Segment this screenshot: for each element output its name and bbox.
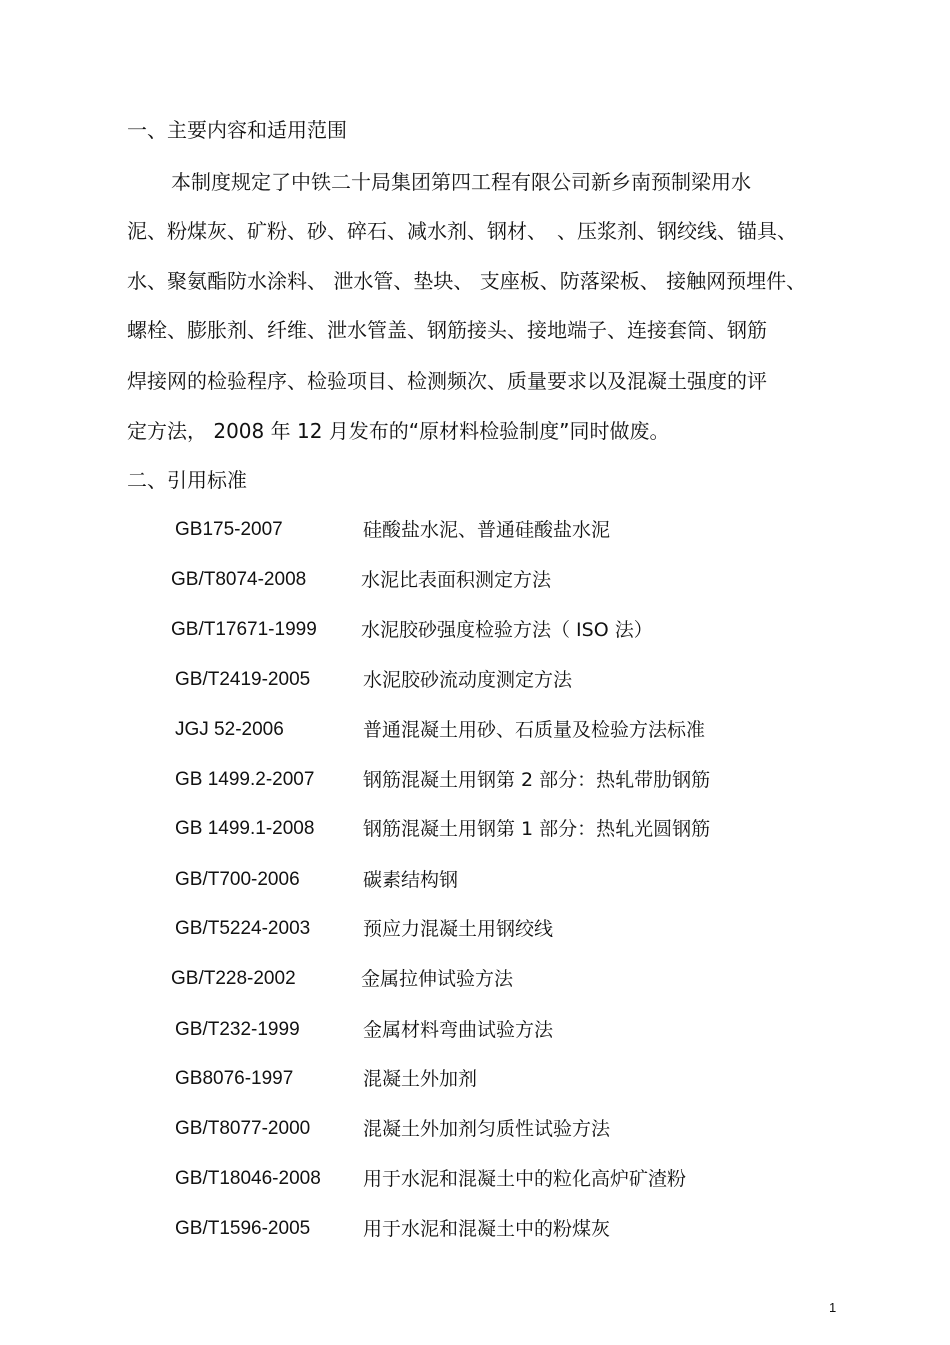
standard-title: 钢筋混凝土用钢第 2 部分：热轧带肋钢筋 <box>363 769 711 791</box>
standard-code: GB8076-1997 <box>175 1068 294 1089</box>
page-number: 1 <box>829 1300 837 1315</box>
section-heading-scope: 一、主要内容和适用范围 <box>127 118 347 142</box>
standard-code: GB/T228-2002 <box>171 968 296 989</box>
standard-title: 混凝土外加剂匀质性试验方法 <box>363 1118 611 1140</box>
standard-code: GB/T8077-2000 <box>175 1118 311 1139</box>
paragraph-line: 本制度规定了中铁二十局集团第四工程有限公司新乡南预制梁用水 <box>171 170 751 194</box>
standard-code: GB/T232-1999 <box>175 1019 300 1040</box>
standard-code: GB 1499.1-2008 <box>175 818 315 839</box>
paragraph-line: 水、聚氨酯防水涂料、 泄水管、垫块、 支座板、防落梁板、 接触网预埋件、 <box>127 269 807 293</box>
standard-code: GB/T700-2006 <box>175 869 300 890</box>
standard-title: 硅酸盐水泥、普通硅酸盐水泥 <box>363 519 611 541</box>
standard-title: 金属材料弯曲试验方法 <box>363 1019 554 1041</box>
standard-title: 混凝土外加剂 <box>363 1068 478 1090</box>
section-heading-standards: 二、引用标准 <box>127 468 247 492</box>
paragraph-line: 螺栓、膨胀剂、纤维、泄水管盖、钢筋接头、接地端子、连接套筒、钢筋 <box>127 318 767 342</box>
paragraph-line: 焊接网的检验程序、检验项目、检测频次、质量要求以及混凝土强度的评 <box>127 369 767 393</box>
standard-code: GB/T17671-1999 <box>171 619 317 640</box>
paragraph-line: 定方法， 2008 年 12 月发布的“原材料检验制度”同时做废。 <box>127 419 670 443</box>
standard-title: 水泥胶砂流动度测定方法 <box>363 669 573 691</box>
standard-code: GB/T1596-2005 <box>175 1218 311 1239</box>
standard-code: GB/T2419-2005 <box>175 669 311 690</box>
standard-title: 金属拉伸试验方法 <box>361 968 514 990</box>
paragraph-line: 泥、粉煤灰、矿粉、砂、碎石、减水剂、钢材、 、压浆剂、钢绞线、锚具、 <box>127 219 797 243</box>
standard-title: 普通混凝土用砂、石质量及检验方法标准 <box>363 719 706 741</box>
standard-code: GB175-2007 <box>175 519 283 540</box>
standard-code: GB/T5224-2003 <box>175 918 311 939</box>
standard-title: 水泥胶砂强度检验方法（ ISO 法） <box>361 619 653 641</box>
standard-code: GB 1499.2-2007 <box>175 769 315 790</box>
standard-code: GB/T8074-2008 <box>171 569 307 590</box>
standard-title: 预应力混凝土用钢绞线 <box>363 918 554 940</box>
standard-title: 碳素结构钢 <box>363 869 459 891</box>
standard-title: 水泥比表面积测定方法 <box>361 569 552 591</box>
standard-code: GB/T18046-2008 <box>175 1168 321 1189</box>
standard-title: 钢筋混凝土用钢第 1 部分：热轧光圆钢筋 <box>363 818 711 840</box>
standard-title: 用于水泥和混凝土中的粉煤灰 <box>363 1218 611 1240</box>
standard-code: JGJ 52-2006 <box>175 719 284 740</box>
standard-title: 用于水泥和混凝土中的粒化高炉矿渣粉 <box>363 1168 687 1190</box>
